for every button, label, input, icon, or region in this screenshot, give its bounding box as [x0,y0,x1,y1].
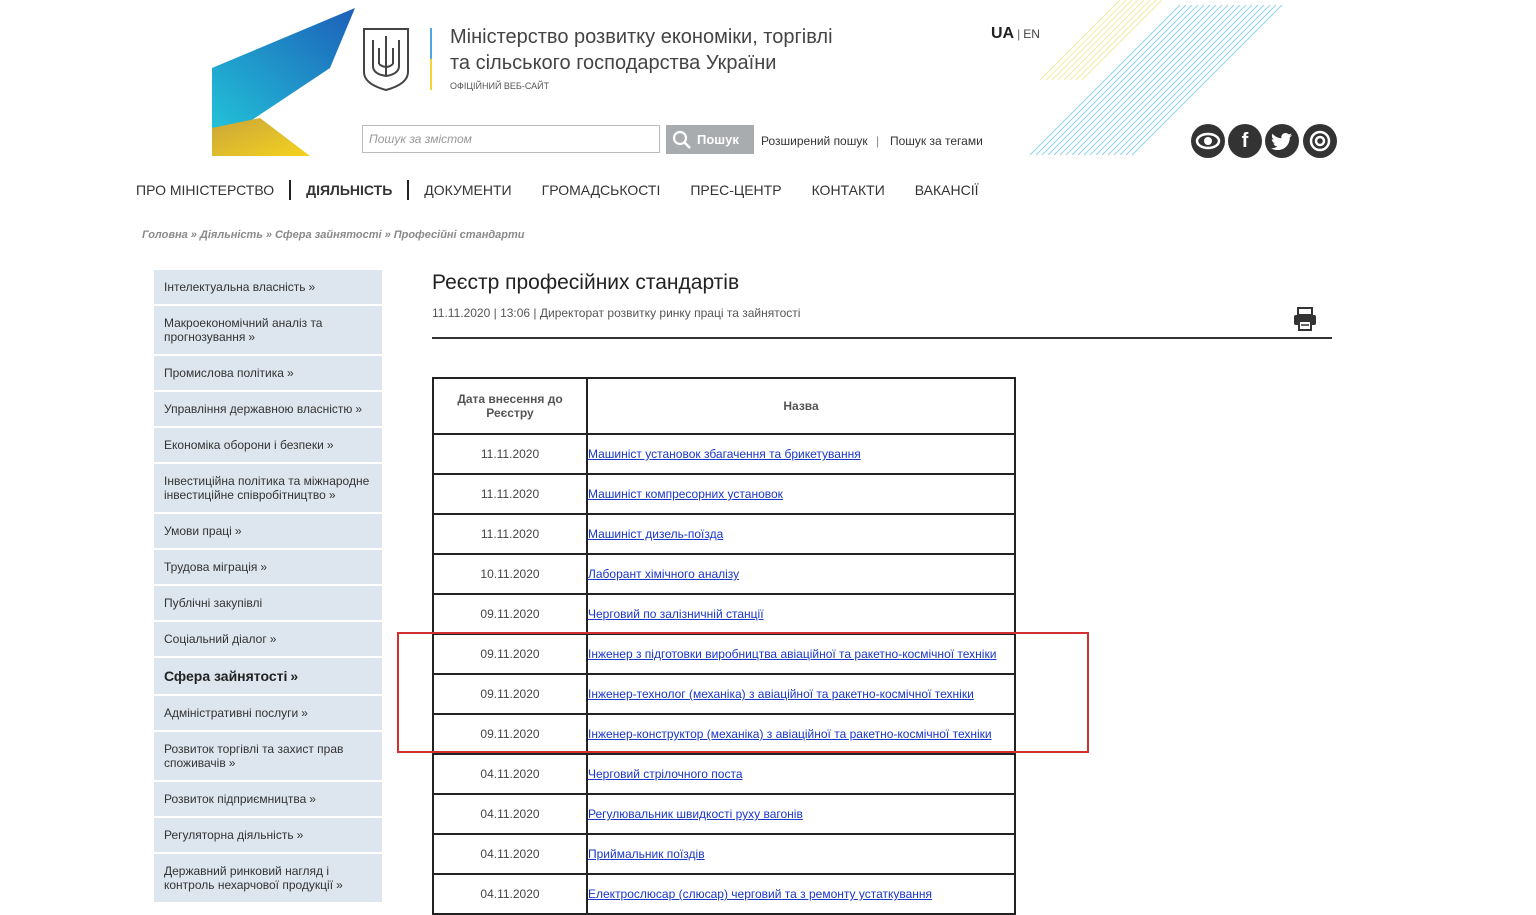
sidebar-item-label: Інвестиційна політика та міжнародне інвестиційне співробітництво [164,474,370,502]
sidebar-item-arrow: » [326,438,334,452]
row-date: 11.11.2020 [433,474,587,514]
sidebar-item-arrow: » [328,488,336,502]
sidebar-item-market-supervision[interactable] [154,854,382,904]
eye-icon[interactable] [1191,124,1225,158]
sidebar-item-arrow: » [248,330,256,344]
breadcrumb [142,229,524,241]
site-subtitle: ОФІЦІЙНИЙ ВЕБ-САЙТ [450,81,550,91]
nav-about[interactable]: ПРО МІНІСТЕРСТВО [136,182,275,198]
sidebar-item-intellectual-property[interactable] [154,270,382,306]
breadcrumb-separator: » [265,229,272,241]
table-row [433,554,1015,594]
row-date: 04.11.2020 [433,834,587,874]
table-row [433,474,1015,514]
sidebar-item-industrial[interactable] [154,356,382,392]
search-button-label: Пошук [697,132,739,147]
breadcrumb-activity[interactable]: Діяльність [199,229,263,241]
sidebar-item-label: Економіка оборони і безпеки [164,438,324,452]
row-name-text[interactable]: Інженер з підготовки виробництва авіаційної та ракетно-космічної техніки [588,647,997,661]
sidebar-item-state-property[interactable] [154,392,382,428]
search-input[interactable] [362,125,660,153]
table-row [433,834,1015,874]
row-date: 09.11.2020 [433,634,587,674]
highlight-box [397,632,1089,753]
article-meta: 11.11.2020 | 13:06 | Директорат розвитку ринку праці та зайнятості [432,306,801,320]
row-name-text[interactable]: Черговий по залізничній станції [588,607,764,621]
trident-emblem-icon [361,26,411,92]
tag-search-link[interactable]: Пошук за тегами [890,134,983,148]
row-name-link[interactable] [587,474,1015,514]
sidebar-item-label: Регуляторна діяльність [164,828,294,842]
sidebar-item-arrow: » [336,878,343,892]
facebook-icon[interactable] [1228,124,1262,158]
sidebar-item-entrepreneurship[interactable] [154,782,382,818]
row-name-text[interactable]: Електрослюсар (слюсар) черговий та з ремонту устаткування [588,887,933,901]
row-date: 09.11.2020 [433,674,587,714]
table-row [433,754,1015,794]
sidebar-item-admin-services[interactable] [154,696,382,732]
search-button[interactable] [666,125,754,154]
table-row [433,794,1015,834]
row-date: 11.11.2020 [433,434,587,474]
title-divider [432,337,1332,339]
row-name-text[interactable]: Лаборант хімічного аналізу [588,567,740,581]
sidebar-item-label: Сфера зайнятості [164,668,288,684]
sidebar-item-arrow: » [234,524,242,538]
lang-separator: | [1017,27,1021,41]
site-title-line2: та сільського господарства України [450,52,777,74]
sidebar-item-arrow: » [308,280,316,294]
sidebar-item-label: Державний ринковий нагляд і контроль нехарчової продукції [164,864,334,892]
row-name-text[interactable]: Машиніст установок збагачення та брикетування [588,447,861,461]
decorative-stripes [1030,0,1350,160]
row-date: 10.11.2020 [433,554,587,594]
sidebar-item-label: Макроекономічний аналіз та прогнозування [164,316,323,344]
sidebar-item-arrow: » [296,828,304,842]
main-nav [136,180,993,200]
sidebar-item-label: Адміністративні послуги [164,706,299,720]
row-name-link[interactable] [587,594,1015,634]
twitter-icon[interactable] [1265,124,1299,158]
sidebar-item-label: Трудова міграція [164,560,258,574]
nav-vacancies[interactable]: ВАКАНСІЇ [914,182,979,198]
row-date: 11.11.2020 [433,514,587,554]
row-name-text[interactable]: Машиніст компресорних установок [588,487,783,501]
row-name-link[interactable] [587,514,1015,554]
sidebar-item-label: Публічні закупівлі [164,596,263,610]
row-name-link[interactable] [587,874,1015,914]
search-link-separator: | [876,134,880,148]
row-name-text[interactable]: Черговий стрілочного поста [588,767,743,781]
sidebar-item-arrow: » [269,632,277,646]
row-date: 04.11.2020 [433,874,587,914]
sidebar-item-defense-economy[interactable] [154,428,382,464]
sidebar-item-label: Управління державною власністю [164,402,353,416]
ministry-logo [210,8,360,158]
column-header-name: Назва [587,378,1015,434]
row-date: 09.11.2020 [433,594,587,634]
row-name-text[interactable]: Інженер-технолог (механіка) з авіаційної та ракетно-космічної техніки [588,687,974,701]
row-date: 04.11.2020 [433,754,587,794]
sidebar-item-regulatory[interactable] [154,818,382,854]
lang-en[interactable]: EN [1023,27,1040,41]
row-name-link[interactable] [587,554,1015,594]
sidebar-item-social-dialogue[interactable] [154,622,382,658]
row-name-text[interactable]: Приймальник поїздів [588,847,705,861]
print-icon[interactable] [1292,306,1318,332]
nav-press[interactable]: ПРЕС-ЦЕНТР [690,182,782,198]
sidebar-item-arrow: » [355,402,363,416]
sidebar-item-arrow: » [260,560,268,574]
sidebar-item-trade[interactable] [154,732,382,782]
table-row [433,514,1015,554]
row-date: 04.11.2020 [433,794,587,834]
breadcrumb-employment[interactable]: Сфера зайнятості [274,229,382,241]
nav-public[interactable]: ГРОМАДСЬКОСТІ [541,182,661,198]
row-date: 09.11.2020 [433,714,587,754]
sidebar-item-arrow: » [301,706,308,720]
sidebar-item-labor-migration[interactable] [154,550,382,586]
column-header-date: Дата внесення до Реєстру [433,378,587,434]
sidebar-item-label: Розвиток підприємництва [164,792,307,806]
table-row [433,434,1015,474]
advanced-search-link[interactable]: Розширений пошук [761,134,868,148]
sidebar-item-employment[interactable] [154,658,382,696]
row-name-link[interactable] [587,834,1015,874]
table-header-row [433,378,1015,434]
lang-ua[interactable]: UA [991,25,1015,42]
search-placeholder: Пошук за змістом [369,132,472,146]
sidebar-item-label: Умови праці [164,524,232,538]
sidebar [154,270,382,904]
sidebar-item-arrow: » [290,668,299,684]
target-icon[interactable] [1303,124,1337,158]
sidebar-item-label: Соціальний діалог [164,632,267,646]
row-name-text[interactable]: Регулювальник швидкості руху вагонів [588,807,803,821]
sidebar-item-label: Промислова політика [164,366,284,380]
table-row [433,874,1015,914]
sidebar-item-arrow: » [286,366,294,380]
nav-contacts[interactable]: КОНТАКТИ [811,182,885,198]
row-name-link[interactable] [587,794,1015,834]
row-name-link[interactable] [587,754,1015,794]
table-row [433,594,1015,634]
sidebar-item-labor-conditions[interactable] [154,514,382,550]
sidebar-item-procurement[interactable] [154,586,382,622]
row-name-text[interactable]: Машиніст дизель-поїзда [588,527,724,541]
sidebar-item-arrow: » [309,792,316,806]
row-name-link[interactable] [587,434,1015,474]
nav-activity[interactable]: ДІЯЛЬНІСТЬ [306,182,393,198]
page-title: Реєстр професійних стандартів [432,271,740,294]
facebook-glyph: f [1241,129,1249,152]
breadcrumb-separator: » [190,229,197,241]
sidebar-item-label: Розвиток торгівлі та захист прав споживачів [164,742,344,770]
search-icon [672,130,692,150]
breadcrumb-separator: » [384,229,391,241]
site-title-line1: Міністерство розвитку економіки, торгівлі [450,26,833,48]
breadcrumb-home[interactable]: Головна [142,229,188,241]
sidebar-item-macroeconomic[interactable] [154,306,382,356]
row-name-text[interactable]: Інженер-конструктор (механіка) з авіаційної та ракетно-космічної техніки [588,727,992,741]
nav-documents[interactable]: ДОКУМЕНТИ [424,182,512,198]
sidebar-item-label: Інтелектуальна власність [164,280,306,294]
sidebar-item-investment[interactable] [154,464,382,514]
breadcrumb-current: Професійні стандарти [393,229,525,241]
flag-divider [430,28,432,90]
sidebar-item-arrow: » [228,756,236,770]
